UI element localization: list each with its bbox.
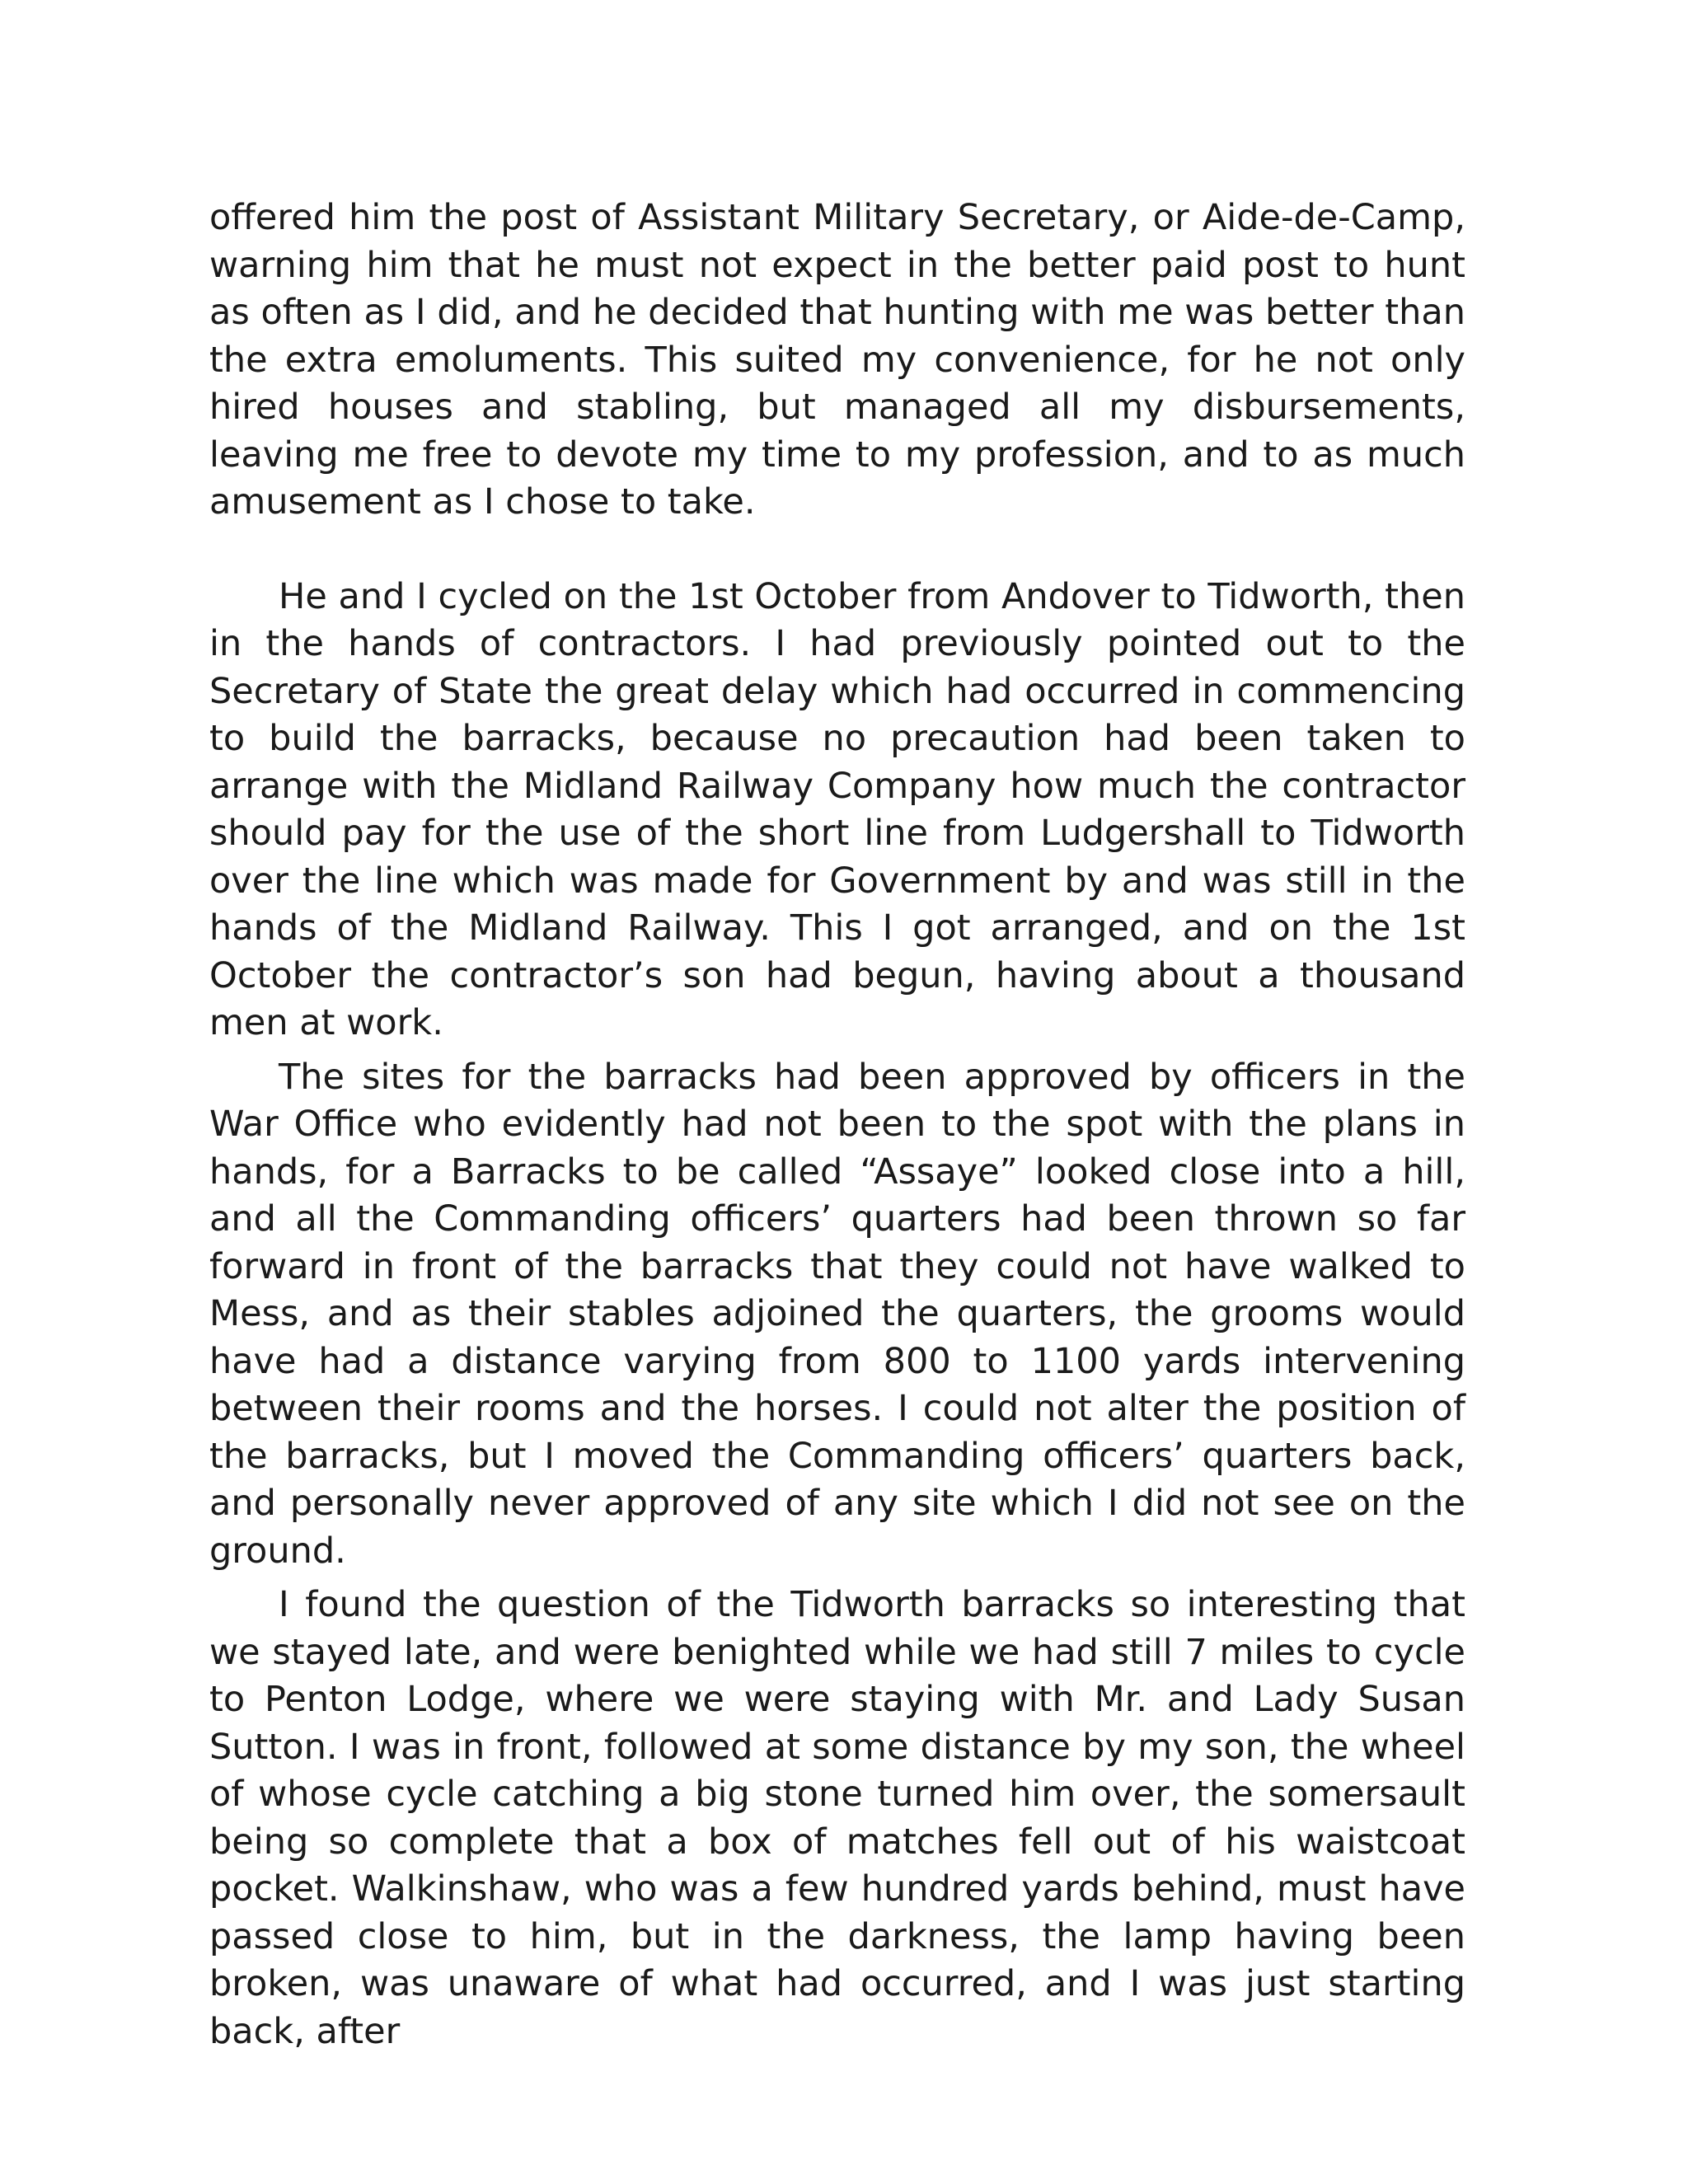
paragraph-4: I found the question of the Tidworth barracks so interesting that we stayed late, and were benighted while we had still 7 miles to cycle to Penton Lodge, where we were staying with Mr. and Lady Susan Sutton. I was in front, followed at some distance by my son, the wheel of whose cycle catching a big stone turned him over, the somersault being so complete that a box of matches fell out of his waistcoat pocket. Walkinshaw, who was a few hundred yards behind, must have passed close to him, but in the darkness, the lamp having been broken, was unaware of what had occurred, and I was just starting back, after	[209, 1584, 1465, 2052]
paragraph-1: offered him the post of Assistant Military Secretary, or Aide-de-Camp, warning him that he must not expect in the better paid post to hunt as often as I did, and he decided that hunting with me was better than the extra emoluments. This suited my convenience, for he not only hired houses and stabling, but managed all my disbursements, leaving me free to devote my time to my profession, and to as much amusement as I chose to take.	[209, 197, 1465, 523]
document-page	[209, 194, 1465, 2055]
paragraph-2: He and I cycled on the 1st October from Andover to Tidworth, then in the hands of contractors. I had previously pointed out to the Secretary of State the great delay which had occurred in commencing to build the barracks, because no precaution had been taken to arrange with the Midland Railway Company how much the contractor should pay for the use of the short line from Ludgershall to Tidworth over the line which was made for Government by and was still in the hands of the Midland Railway. This I got arranged, and on the 1st October the contractor’s son had begun, having about a thousand men at work.	[209, 575, 1465, 1043]
paragraph-3: The sites for the barracks had been approved by officers in the War Office who evidently had not been to the spot with the plans in hands, for a Barracks to be called “Assaye” looked close into a hill, and all the Commanding officers’ quarters had been thrown so far forward in front of the barracks that they could not have walked to Mess, and as their stables adjoined the quarters, the grooms would have had a distance varying from 800 to 1100 yards intervening between their rooms and the horses. I could not alter the position of the barracks, but I moved the Commanding officers’ quarters back, and personally never approved of any site which I did not see on the ground.	[209, 1056, 1465, 1572]
